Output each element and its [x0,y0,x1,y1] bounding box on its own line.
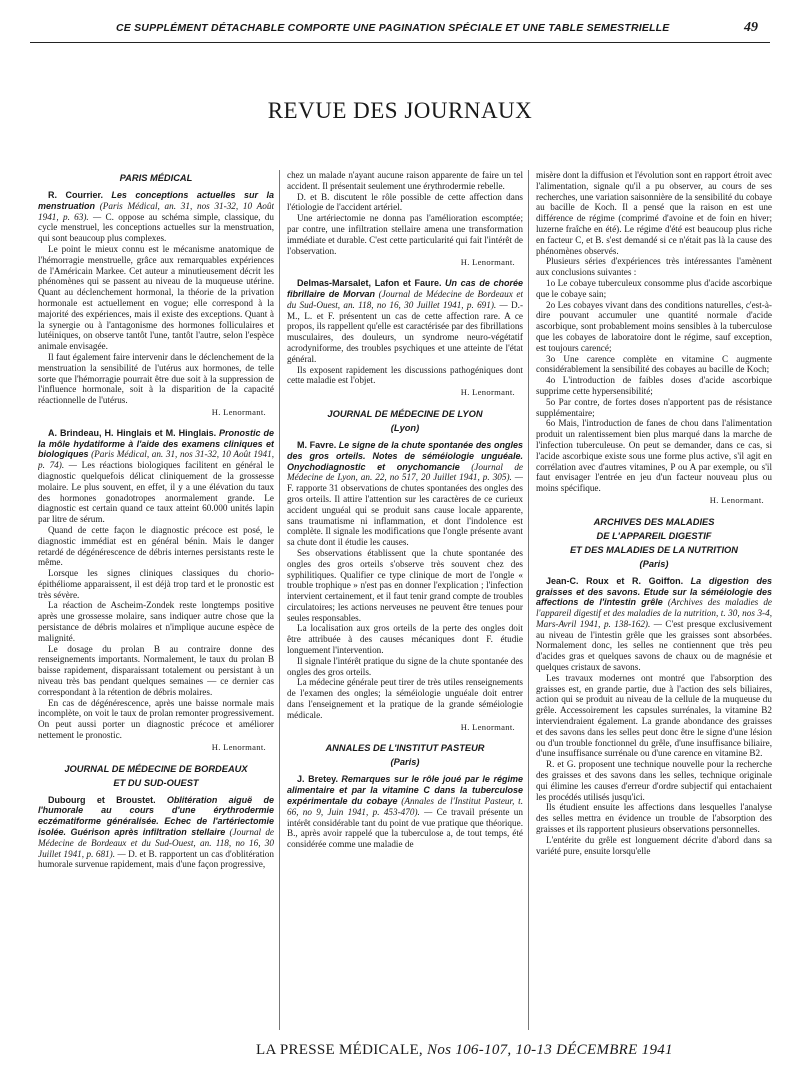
article-paragraph: Ils exposent rapidement les discussions pathogéniques dont cette maladie est l'objet. [287,364,523,386]
signature: H. Lenormant. [709,494,764,505]
article-paragraph: La médecine générale peut tirer de très utiles renseignements de l'examen des ongles; la séméiologie unguéale doit entrer dans l'enseignement et la pratique de la grande séméiologie médicale. [287,677,523,720]
article-paragraph: Ses observations établissent que la chute spontanée des ongles des gros orteils s'observe très souvent chez des syphilitiques. Qualifier ce type clinique de mort de l'ongle « trouble trophique » n'est pas en donner l'explication ; l'infection intervient certainement, et il faut tenir grand compte de troubles circulatoires; les actions nerveuses ne peuvent être tenues pour seules responsables. [287,547,523,623]
running-title: CE SUPPLÉMENT DÉTACHABLE COMPORTE UNE PAGINATION SPÉCIALE ET UNE TABLE SEMESTRIELLE [116,22,670,34]
article-title: Oblitération aiguë de l'humorale au cours d'une érythrodermie eczématiforme généralisée. Echec de l'artériectomie isolée. Guérison après infiltration stellaire [38,794,274,838]
page-footer [256,1042,673,1059]
article-paragraph: D. et B. discutent le rôle possible de cette affection dans l'étiologie de l'accident artériel. [287,191,523,213]
article-authors: A. Brindeau, H. Hinglais et M. Hinglais. [48,427,217,438]
signature: H. Lenormant. [460,257,515,268]
article-paragraph [38,190,274,244]
running-header [30,12,770,43]
article-authors: M. Favre. [297,439,337,450]
article-paragraph: Le dosage du prolan B au contraire donne des renseignements importants. Normalement, le taux du prolan B baisse rapidement, disparaissant totalement ou persistant à un niveau très bas pendant quelques semaines — ce dernier cas correspondant à la rétention de débris molaires. [38,643,274,697]
page-title: REVUE DES JOURNAUX [267,98,533,123]
article-paragraph: Les travaux modernes ont montré que l'absorption des graisses est, en grande partie, due à l'action des sels biliaires, action qui se produit au niveau de la cellule de la muqueuse du grêle. Accessoirement les capsules surrénales, la vitamine B2 interviendraient également. La grande abondance des graisses et des savons dans les selles peut donc être le signe d'une lésion ou d'un trouble fonctionnel du grêle, d'une insuffisance biliaire, d'une insuffisance surrénale ou d'une carence en vitamine B2. [536,672,772,759]
article-paragraph: misère dont la diffusion et l'évolution sont en rapport étroit avec l'alimentation, signale qu'il a pu observer, au cours de ses recherches, une variation saisonnière de la sensibilité du cobaye au bacille de Koch. Il a pensé que la raison en est une différence de régime (comprimé d'avoine et de foin en hiver; luzerne fraîche en été). Le régime d'été est beaucoup plus riche en facteur C, et B. s'est demandé si ce n'était pas là la cause des phénomènes observés. [536,170,772,256]
article-authors: J. Bretey. [297,774,338,785]
conclusion-item: 6o Mais, l'introduction de fanes de chou dans l'alimentation produit un ralentissement bien plus marqué dans la marche de l'infection tuberculeuse. On peut se demander, dans ce cas, si l'acide ascorbique existe sous une forme plus active, s'il agit en corrélation avec d'autres vitamines, P ou A par exemple, ou s'il faut envisager l'entrée en jeu d'un facteur nouveau plus ou moins spécifique. [536,418,772,494]
article-reference: (Paris Médical, an. 31, nos 31-32, 10 Août 1941, p. 74). — [38,449,274,471]
signature: H. Lenormant. [460,721,515,732]
article-text: D. et B. rapportent un cas d'oblitération humorale survenue rapidement, mais d'une façon progressive, [38,848,274,870]
section-subheading: (Paris) [639,558,669,569]
article-paragraph: L'entérite du grêle est longuement décrite d'abord dans sa variété pure, ensuite lorsqu'elle [536,834,772,856]
article-text: Les réactions biologiques facilitent en général le diagnostic quelquefois délicat cliniquement de la grossesse molaire. Le plus souvent, en effet, il y a une élévation du taux des hormones gonadotropes anormalement grande. Le diagnostic est certain quand ce taux atteint 60.000 unités lapin par litre de sérum. [38,460,274,525]
section-heading: JOURNAL DE MÉDECINE DE BORDEAUX [64,763,248,774]
section-subheading: (Lyon) [390,422,420,433]
article-paragraph: Il faut également faire intervenir dans le déclenchement de la menstruation la sensibilité de l'utérus aux hormones, de telle sorte que l'hémorragie pourrait être due soit à la suppression de l'influence hormonale, soit à la disparition de la capacité réactionnelle de l'utérus. [38,351,274,406]
article-paragraph [536,576,772,673]
article-reference: (Paris Médical, an. 31, nos 31-32, 10 Août 1941, p. 63). — [38,200,274,222]
column-3 [536,170,772,1032]
article-reference: (Annales de l'Institut Pasteur, t. 66, no 9, Juin 1941, p. 453-470). — [287,796,523,817]
article-paragraph: chez un malade n'ayant aucune raison apparente de faire un tel accident. Il présentait seulement une érythrodermie rebelle. [287,170,523,191]
column-divider [528,170,529,1030]
signature: H. Lenormant. [211,741,266,752]
section-subheading: (Paris) [390,757,420,768]
article-title: Un cas de chorée fibrillaire de Morvan [287,278,523,299]
article-reference: (Journal de Médecine de Bordeaux et du Sud-Ouest, an. 118, no 16, 30 Juillet 1941, p. 681). — [38,827,274,859]
article-authors: Delmas-Marsalet, Lafon et Faure. [297,278,442,289]
article-paragraph [287,278,523,364]
article-authors: R. Courrier. [48,190,104,200]
conclusion-item: 5o Par contre, de fortes doses n'apportent pas de résistance supplémentaire; [536,396,772,418]
article-title: Pronostic de la môle hydatiforme à l'aide des examens cliniques et biologiques [38,427,274,460]
conclusion-item: 3o Une carence complète en vitamine C augmente considérablement la sensibilité des cobayes au bacille de Koch; [536,353,772,375]
section-heading: ARCHIVES DES MALADIES [593,516,715,527]
article-title: Remarques sur le rôle joué par le régime alimentaire et par la vitamine C dans la tuberculose expérimentale du cobaye [287,774,523,807]
article-authors: Dubourg et Broustet. [48,794,156,805]
signature: H. Lenormant. [460,387,515,398]
article-authors: Jean-C. Roux et R. Goiffon. [546,575,684,586]
article-paragraph: La réaction de Ascheim-Zondek reste longtemps positive après une grossesse molaire, sans indiquer autre chose que la persistance de débris molaires et n'implique aucune espèce de malignité. [38,600,274,643]
article-paragraph: Le point le mieux connu est le mécanisme anatomique de l'hémorragie menstruelle, grâce aux remarquables expériences de l'Américain Markee. Cet auteur a minutieusement décrit les phénomènes qui se passent au niveau de la muqueuse utérine. Quant au déclenchement hormonal, la théorie de la privation hormonale est actuellement en vogue; elle correspond à la majorité des expériences, mais il existe des exceptions. Quant à la synergie ou à l'antagonisme des hormones folliculaires et lutéiniques, on observe tantôt l'une, tantôt l'autre, selon l'espèce animale envisagée. [38,243,274,352]
section-subheading: ET DES MALADIES DE LA NUTRITION [569,544,739,555]
section-heading: PARIS MÉDICAL [119,173,193,183]
article-text: D.-M., L. et F. présentent un cas de cette affection rare. A ce propos, ils rappellent qu'elle est caractérisée par des fibrillations musculaires, des douleurs, un syndrome neuro-végétatif acrodyniforme, des troubles psychiques et une atteinte de l'état général. [287,299,523,364]
article-reference: (Journal de Médecine de Bordeaux et du Sud-Ouest, an. 118, no 16, 30 Juillet 1941, p. 691). — [287,288,523,310]
article-paragraph: En cas de dégénérescence, après une baisse normale mais incomplète, on voit le taux de prolan remonter progressivement. On peut aussi porter un diagnostic précoce et améliorer nettement le pronostic. [38,697,274,741]
section-subheading: DE L'APPAREIL DIGESTIF [596,530,712,541]
article-paragraph: Lorsque les signes cliniques classiques du chorio-épithéliome apparaissent, il est déjà trop tard et le pronostic est très sévère. [38,568,274,600]
article-paragraph [38,428,274,525]
section-subheading: ET DU SUD-OUEST [113,777,199,788]
footer-issue: Nos 106-107, 10-13 DÉCEMBRE 1941 [427,1042,673,1058]
article-paragraph: La localisation aux gros orteils de la perte des ongles doit être attribuée à des causes mécaniques dont F. étudie longuement l'intervention. [287,623,523,656]
article-paragraph [287,440,523,548]
footer-journal: LA PRESSE MÉDICALE, [256,1042,423,1058]
article-paragraph [38,795,274,871]
article-title: La digestion des graisses et des savons. Etude sur la séméiologie des affections de l'intestin grêle [536,575,772,608]
article-title: Les conceptions actuelles sur la menstruation [38,190,274,211]
article-title: Le signe de la chute spontanée des ongles des gros orteils. Notes de séméiologie unguéale. Onychodiagnostic et onychomancie [287,439,523,472]
column-1 [38,170,274,1032]
section-heading: ANNALES DE L'INSTITUT PASTEUR [325,743,485,754]
article-paragraph: Plusieurs séries d'expériences très intéressantes l'amènent aux conclusions suivantes : [536,256,772,278]
column-divider [279,170,280,1030]
article-paragraph [287,774,523,850]
conclusion-item: 2o Les cobayes vivant dans des conditions naturelles, c'est-à-dire pouvant accumuler une quantité normale d'acide ascorbique, sont probablement moins sensibles à la tuberculose que les cobayes de laboratoire dont le régime, sauf exception, est toujours carencé; [536,299,772,353]
article-paragraph: Ils étudient ensuite les affections dans lesquelles l'analyse des selles mettra en évidence un trouble de l'absorption des graisses et ils rapportent plusieurs observations personnelles. [536,802,772,835]
page-number: 49 [744,20,758,35]
article-text: C. oppose au schéma simple, classique, du cycle menstruel, les conceptions actuelles sur la menstruation, qui sont beaucoup plus complexes. [38,211,274,244]
conclusion-item: 4o L'introduction de faibles doses d'acide ascorbique supprime cette hypersensibilité; [536,375,772,396]
signature: H. Lenormant. [211,406,266,417]
column-2 [287,170,523,1032]
article-paragraph: Il signale l'intérêt pratique du signe de la chute spontanée des ongles des gros orteils. [287,655,523,677]
article-paragraph: R. et G. proposent une technique nouvelle pour la recherche des graisses et des savons dans les selles, technique originale qui élimine les causes d'erreur d'ordre subjectif qui entachaient les procédés utilisés jusqu'ici. [536,759,772,802]
article-text: C'est presque exclusivement au niveau de l'intestin grêle que les graisses sont absorbées. Normalement donc, les selles ne contiennent que très peu d'acides gras et quelques savons de chaux ou de magnésie et quelques cristaux de savons. [536,618,772,673]
section-heading: JOURNAL DE MÉDECINE DE LYON [327,408,483,419]
article-text: Ce travail présente un intérêt considérable tant du point de vue pratique que théorique. B., après avoir rappelé que la tuberculose a, de tout temps, été considérée comme une maladie de [287,806,523,850]
article-paragraph: Une artériectomie ne donna pas l'amélioration escomptée; par contre, une infiltration stellaire amena une transformation immédiate et durable. C'est cette particularité qui fait l'intérêt de l'observation. [287,213,523,256]
article-text: F. rapporte 31 observations de chutes spontanées des ongles des gros orteils. Il attire l'attention sur les caractères de ce curieux accident unguéal qui se produit sans cause locale apparente, sans traumatisme ni inflammation, et dont l'indolence est complète. Il signale les modifications que l'ongle présente avant sa chute dont il étudie les causes. [287,483,523,548]
article-reference: (Journal de Médecine de Lyon, an. 22, no 517, 20 Juillet 1941, p. 305). — [287,461,523,483]
article-reference: (Archives des maladies de l'appareil digestif et des maladies de la nutrition, t. 30, nos 3-4, Mars-Avril 1941, p. 138-162). — [536,597,772,629]
conclusion-item: 1o Le cobaye tuberculeux consomme plus d'acide ascorbique que le cobaye sain; [536,277,772,299]
article-paragraph: Quand de cette façon le diagnostic précoce est posé, le diagnostic immédiat est en général bénin. Mais le danger retardé de dégénérescence de débris internes persistants reste le même. [38,524,274,568]
